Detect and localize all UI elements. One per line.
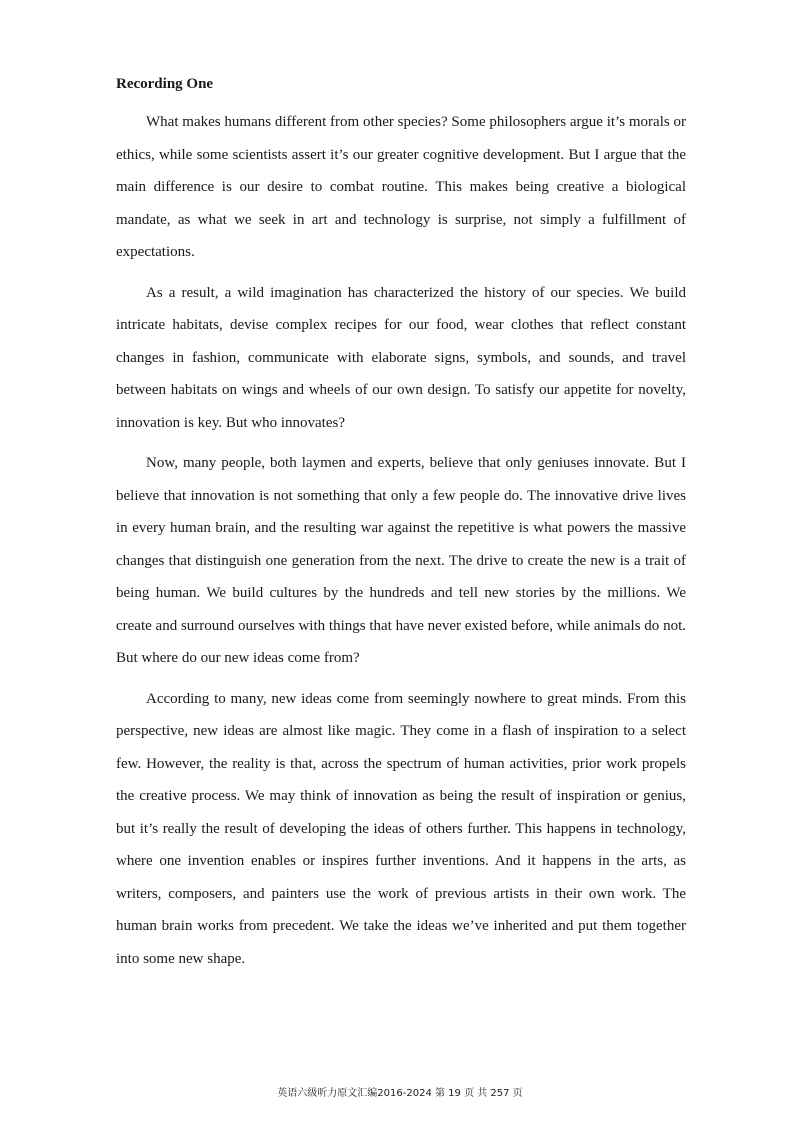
page-footer: 英语六级听力原文汇编2016-2024 第 19 页 共 257 页: [277, 1088, 523, 1099]
section-heading: Recording One: [116, 76, 214, 92]
paragraph-2: As a result, a wild imagination has characterized the history of our species. We build intricate habitats, devise complex recipes for our food, wear clothes that reflect constant changes in fashion, communicate with elaborate signs, symbols, and sounds, and travel between habitats on wings and wheels of our own design. To satisfy our appetite for novelty, innovation is key. But who innovates?: [116, 284, 686, 431]
paragraph-4: According to many, new ideas come from seemingly nowhere to great minds. From this perspective, new ideas are almost like magic. They come in a flash of inspiration to a select few. However, the reality is that, across the spectrum of human activities, prior work propels the creative process. We may think of innovation as being the result of inspiration or genius, but it’s really the result of developing the ideas of others further. This happens in technology, where one invention enables or inspires further inventions. And it happens in the arts, as writers, composers, and painters use the work of previous artists in their own work. The human brain works from precedent. We take the ideas we’ve inherited and put them together into some new shape.: [116, 690, 686, 967]
paragraph-1: What makes humans different from other species? Some philosophers argue it’s morals or ethics, while some scientists assert it’s our greater cognitive development. But I argue that the main difference is our desire to combat routine. This makes being creative a biological mandate, as what we seek in art and technology is surprise, not simply a fulfillment of expectations.: [116, 114, 686, 260]
document-body: [116, 72, 686, 983]
paragraph-3: Now, many people, both laymen and experts, believe that only geniuses innovate. But I believe that innovation is not something that only a few people do. The innovative drive lives in every human brain, and the resulting war against the repetitive is what powers the massive changes that distinguish one generation from the next. The drive to create the new is a trait of being human. We build cultures by the hundreds and tell new stories by the millions. We create and surround ourselves with things that have never existed before, while animals do not. But where do our new ideas come from?: [116, 455, 686, 666]
